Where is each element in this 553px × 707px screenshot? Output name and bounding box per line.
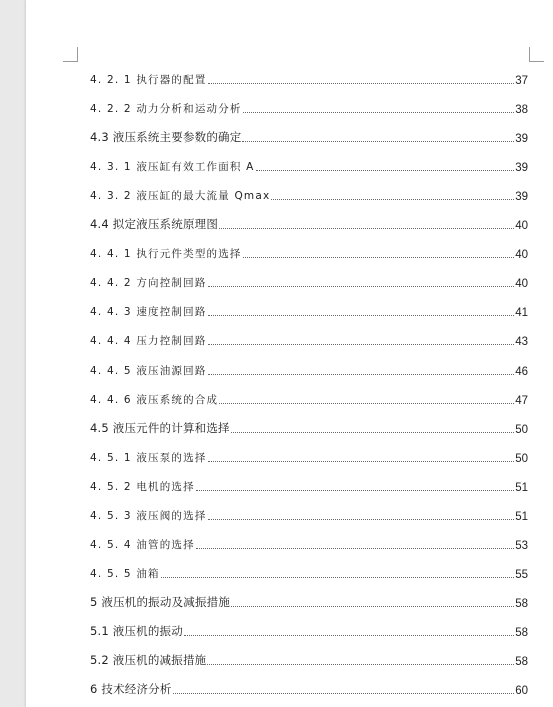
- toc-entry-label: 4. 4. 1 执行元件类型的选择: [90, 248, 242, 260]
- toc-entry-label: 4. 5. 1 液压泵的选择: [90, 452, 207, 464]
- toc-dot-leader: [208, 285, 515, 287]
- toc-entry-label: 4. 5. 5 油箱: [90, 568, 160, 580]
- toc-page-number: 40: [515, 249, 528, 261]
- toc-dot-leader: [208, 518, 515, 520]
- toc-dot-leader: [243, 256, 515, 258]
- toc-dot-leader: [256, 169, 515, 171]
- toc-entry-label: 5.2 液压机的减振措施: [90, 653, 207, 667]
- toc-entry-label: 4. 5. 4 油管的选择: [90, 539, 195, 551]
- toc-entry-label: 4. 4. 4 压力控制回路: [90, 335, 207, 347]
- toc-entry-label: 5.1 液压机的振动: [90, 624, 183, 638]
- toc-entry[interactable]: [90, 679, 528, 697]
- toc-entry-label: 5 液压机的振动及减振措施: [90, 595, 231, 609]
- toc-dot-leader: [208, 314, 515, 316]
- toc-page-number: 47: [515, 395, 528, 407]
- toc-entry[interactable]: [90, 650, 528, 668]
- toc-entry[interactable]: [90, 272, 528, 290]
- toc-dot-leader: [219, 227, 514, 229]
- toc-entry-label: 4. 2. 2 动力分析和运动分析: [90, 103, 242, 115]
- toc-entry[interactable]: [90, 185, 528, 203]
- toc-page-number: 51: [515, 511, 528, 523]
- toc-page-number: 39: [515, 133, 528, 145]
- toc-dot-leader: [271, 198, 514, 200]
- toc-page-number: 43: [515, 336, 528, 348]
- toc-dot-leader: [184, 634, 514, 636]
- toc-entry[interactable]: [90, 534, 528, 552]
- toc-entry[interactable]: [90, 127, 528, 145]
- toc-page-number: 50: [515, 453, 528, 465]
- toc-entry[interactable]: [90, 360, 528, 378]
- toc-page-number: 51: [515, 482, 528, 494]
- toc-entry[interactable]: [90, 418, 528, 436]
- toc-page-number: 55: [515, 569, 528, 581]
- toc-dot-leader: [208, 82, 515, 84]
- toc-page-number: 38: [515, 104, 528, 116]
- toc-page-number: 41: [515, 307, 528, 319]
- toc-entry[interactable]: [90, 389, 528, 407]
- toc-dot-leader: [219, 402, 514, 404]
- toc-entry[interactable]: [90, 214, 528, 232]
- toc-dot-leader: [161, 576, 514, 578]
- toc-entry[interactable]: [90, 330, 528, 348]
- left-gutter: [0, 0, 26, 707]
- toc-entry-label: 4.4 拟定液压系统原理图: [90, 217, 219, 231]
- toc-page-number: 50: [515, 424, 528, 436]
- toc-entry-label: 4.5 液压元件的计算和选择: [90, 421, 230, 435]
- margin-corner-mark-right: [529, 47, 544, 62]
- toc-entry[interactable]: [90, 447, 528, 465]
- toc-entry[interactable]: [90, 563, 528, 581]
- toc-entry[interactable]: [90, 69, 528, 87]
- toc-entry-label: 4.3 液压系统主要参数的确定: [90, 130, 242, 144]
- toc-dot-leader: [208, 373, 515, 375]
- toc-page-number: 53: [515, 540, 528, 552]
- toc-page-number: 39: [515, 162, 528, 174]
- toc-entry[interactable]: [90, 476, 528, 494]
- toc-entry-label: 4. 5. 2 电机的选择: [90, 481, 195, 493]
- toc-entry-label: 4. 4. 3 速度控制回路: [90, 306, 207, 318]
- toc-entry[interactable]: [90, 98, 528, 116]
- toc-entry-label: 4. 5. 3 液压阀的选择: [90, 510, 207, 522]
- toc-dot-leader: [207, 663, 514, 665]
- toc-dot-leader: [208, 343, 515, 345]
- toc-page-number: 58: [515, 627, 528, 639]
- toc-page-number: 40: [515, 220, 528, 232]
- toc-entry-label: 4. 4. 2 方向控制回路: [90, 277, 207, 289]
- toc-page-number: 37: [515, 75, 528, 87]
- toc-entry[interactable]: [90, 243, 528, 261]
- toc-entry[interactable]: [90, 621, 528, 639]
- toc-page-number: 58: [515, 656, 528, 668]
- toc-page-number: 39: [515, 191, 528, 203]
- toc-page-number: 46: [515, 366, 528, 378]
- toc-entry-label: 4. 4. 5 液压油源回路: [90, 365, 207, 377]
- toc-entry[interactable]: [90, 505, 528, 523]
- toc-entry[interactable]: [90, 301, 528, 319]
- toc-dot-leader: [243, 111, 515, 113]
- toc-entry-label: 4. 3. 1 液压缸有效工作面积 A: [90, 161, 255, 173]
- toc-dot-leader: [196, 489, 514, 491]
- toc-dot-leader: [196, 547, 514, 549]
- toc-entry-label: 4. 3. 2 液压缸的最大流量 Qmax: [90, 190, 271, 202]
- toc-dot-leader: [242, 140, 514, 142]
- toc-dot-leader: [173, 692, 515, 694]
- margin-corner-mark-left: [63, 47, 78, 62]
- toc-page-number: 60: [515, 685, 528, 697]
- toc-entry-label: 4. 2. 1 执行器的配置: [90, 74, 207, 86]
- toc-entry-label: 4. 4. 6 液压系统的合成: [90, 394, 219, 406]
- toc-page-number: 58: [515, 598, 528, 610]
- toc-entry-label: 6 技术经济分析: [90, 682, 172, 696]
- toc-dot-leader: [208, 460, 515, 462]
- toc-dot-leader: [231, 605, 514, 607]
- toc-entry[interactable]: [90, 156, 528, 174]
- toc-page-number: 40: [515, 278, 528, 290]
- toc-entry[interactable]: [90, 592, 528, 610]
- toc-dot-leader: [231, 431, 514, 433]
